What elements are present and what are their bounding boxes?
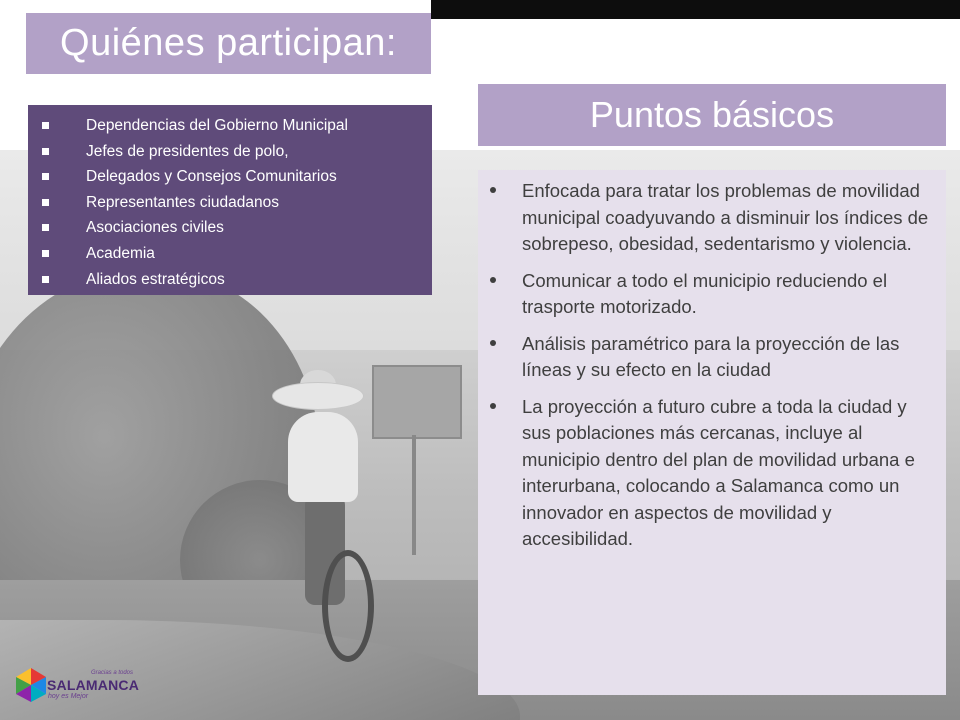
participant-label: Delegados y Consejos Comunitarios bbox=[86, 168, 337, 186]
participant-item bbox=[42, 164, 432, 190]
basic-points-list bbox=[488, 178, 932, 553]
basic-points-box bbox=[478, 170, 946, 695]
round-bullet-icon bbox=[490, 403, 496, 409]
salamanca-logo-icon bbox=[16, 668, 46, 702]
basic-point-text: Comunicar a todo el municipio reduciendo el trasporte motorizado. bbox=[522, 269, 888, 317]
square-bullet-icon bbox=[42, 250, 49, 257]
participant-label: Aliados estratégicos bbox=[86, 270, 225, 288]
participants-list-box bbox=[28, 105, 432, 295]
logo-name: SALAMANCA bbox=[47, 677, 140, 693]
salamanca-logo bbox=[16, 666, 156, 706]
participant-item bbox=[42, 139, 432, 165]
participant-label: Academia bbox=[86, 244, 155, 262]
square-bullet-icon bbox=[42, 199, 49, 206]
participant-label: Dependencias del Gobierno Municipal bbox=[86, 117, 348, 134]
basic-point-item bbox=[488, 268, 932, 321]
basic-point-text: Análisis paramétrico para la proyección de las líneas y su efecto en la ciudad bbox=[522, 332, 900, 380]
basic-points-title: Puntos básicos bbox=[478, 84, 946, 146]
round-bullet-icon bbox=[490, 277, 496, 283]
participant-item bbox=[42, 215, 432, 241]
participant-label: Jefes de presidentes de polo, bbox=[86, 142, 289, 160]
participant-label: Representantes ciudadanos bbox=[86, 193, 280, 211]
square-bullet-icon bbox=[42, 122, 49, 129]
participants-list bbox=[42, 113, 432, 292]
cyclist-torso bbox=[288, 412, 358, 502]
round-bullet-icon bbox=[490, 187, 496, 193]
basic-point-item bbox=[488, 331, 932, 384]
square-bullet-icon bbox=[42, 173, 49, 180]
photo-pole bbox=[412, 435, 416, 555]
square-bullet-icon bbox=[42, 148, 49, 155]
square-bullet-icon bbox=[42, 224, 49, 231]
participant-label: Asociaciones civiles bbox=[86, 219, 224, 237]
basic-point-text: Enfocada para tratar los problemas de movilidad municipal coadyuvando a disminuir los índices de sobrepeso, obesidad, sedentarismo y violencia. bbox=[522, 180, 929, 254]
round-bullet-icon bbox=[490, 340, 496, 346]
logo-tagline: Gracias a todos bbox=[91, 670, 134, 676]
basic-point-text: La proyección a futuro cubre a toda la ciudad y sus poblaciones más cercanas, incluye al municipio dentro del plan de movilidad urbana e interurbana, colocando a Salamanca como un innovador en aspectos de movilidad y accesibilidad. bbox=[522, 395, 915, 549]
square-bullet-icon bbox=[42, 276, 49, 283]
cyclist-hat bbox=[272, 382, 364, 410]
participants-title: Quiénes participan: bbox=[26, 13, 431, 74]
participant-item bbox=[42, 241, 432, 267]
top-bar bbox=[431, 0, 960, 19]
logo-subtitle: hoy es Mejor bbox=[48, 693, 89, 700]
bicycle-wheel bbox=[322, 550, 374, 662]
participant-item bbox=[42, 267, 432, 293]
participant-item bbox=[42, 190, 432, 216]
basic-point-item bbox=[488, 394, 932, 553]
basic-point-item bbox=[488, 178, 932, 258]
participant-item bbox=[42, 113, 432, 139]
photo-billboard bbox=[372, 365, 462, 439]
